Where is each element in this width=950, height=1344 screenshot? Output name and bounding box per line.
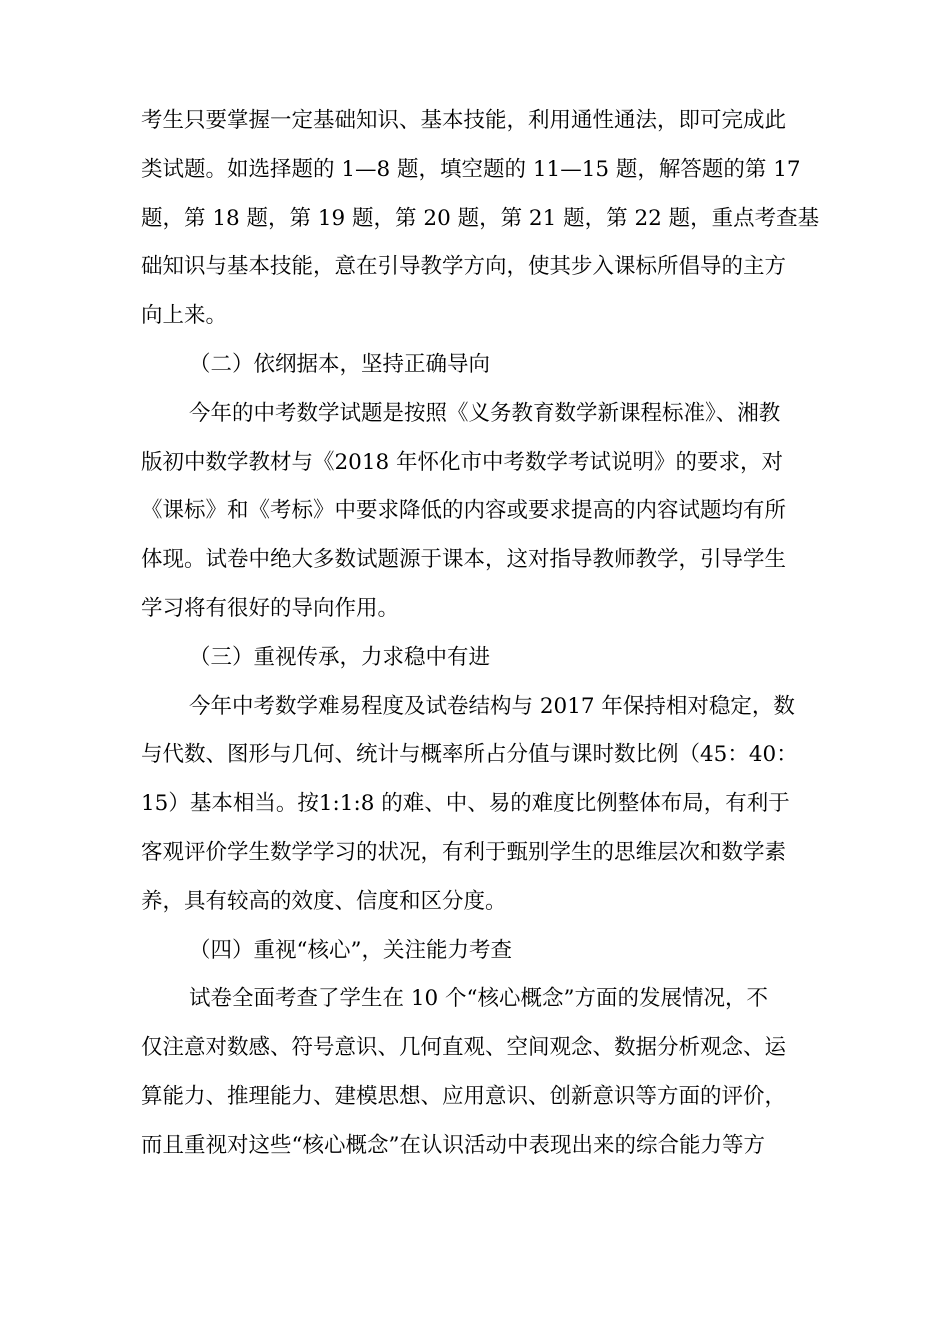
section-heading-4: （四）重视“核心”，关注能力考查 [189,937,512,963]
text-line-19: 试卷全面考查了学生在 10 个“核心概念”方面的发展情况，不 [189,986,769,1012]
section-heading-2: （二）依纲据本，坚持正确导向 [189,351,491,377]
text-line-2: 类试题。如选择题的 1—8 题，填空题的 11—15 题，解答题的第 17 [141,156,801,182]
text-line-11: 学习将有很好的导向作用。 [141,595,400,621]
text-line-10: 体现。试卷中绝大多数试题源于课本，这对指导教师教学，引导学生 [141,547,787,573]
text-line-15: 15）基本相当。按1:1:8 的难、中、易的难度比例整体布局，有利于 [141,791,790,817]
text-line-16: 客观评价学生数学学习的状况，有利于甄别学生的思维层次和数学素 [141,839,787,865]
text-line-1: 考生只要掌握一定基础知识、基本技能，利用通性通法，即可完成此 [141,108,787,133]
text-line-17: 养，具有较高的效度、信度和区分度。 [141,888,507,914]
text-line-20: 仅注意对数感、符号意识、几何直观、空间观念、数据分析观念、运 [141,1035,787,1061]
section-heading-3: （三）重视传承，力求稳中有进 [189,644,491,670]
text-line-22: 而且重视对这些“核心概念”在认识活动中表现出来的综合能力等方 [141,1132,765,1158]
text-line-5: 向上来。 [141,303,228,329]
text-line-13: 今年中考数学难易程度及试卷结构与 2017 年保持相对稳定，数 [189,693,795,719]
text-line-21: 算能力、推理能力、建模思想、应用意识、创新意识等方面的评价， [141,1083,787,1109]
text-line-3: 题，第 18 题，第 19 题，第 20 题，第 21 题，第 22 题，重点考查基 [141,205,820,231]
text-line-8: 版初中数学教材与《2018 年怀化市中考数学考试说明》的要求，对 [141,449,784,475]
body-text [141,97,831,1171]
text-line-4: 础知识与基本技能，意在引导教学方向，使其步入课标所倡导的主方 [141,254,787,280]
text-line-7: 今年的中考数学试题是按照《义务教育数学新课程标准》、湘教 [189,400,781,426]
text-line-14: 与代数、图形与几何、统计与概率所占分值与课时数比例（45：40： [141,742,798,768]
text-line-9: 《课标》和《考标》中要求降低的内容或要求提高的内容试题均有所 [141,498,787,524]
